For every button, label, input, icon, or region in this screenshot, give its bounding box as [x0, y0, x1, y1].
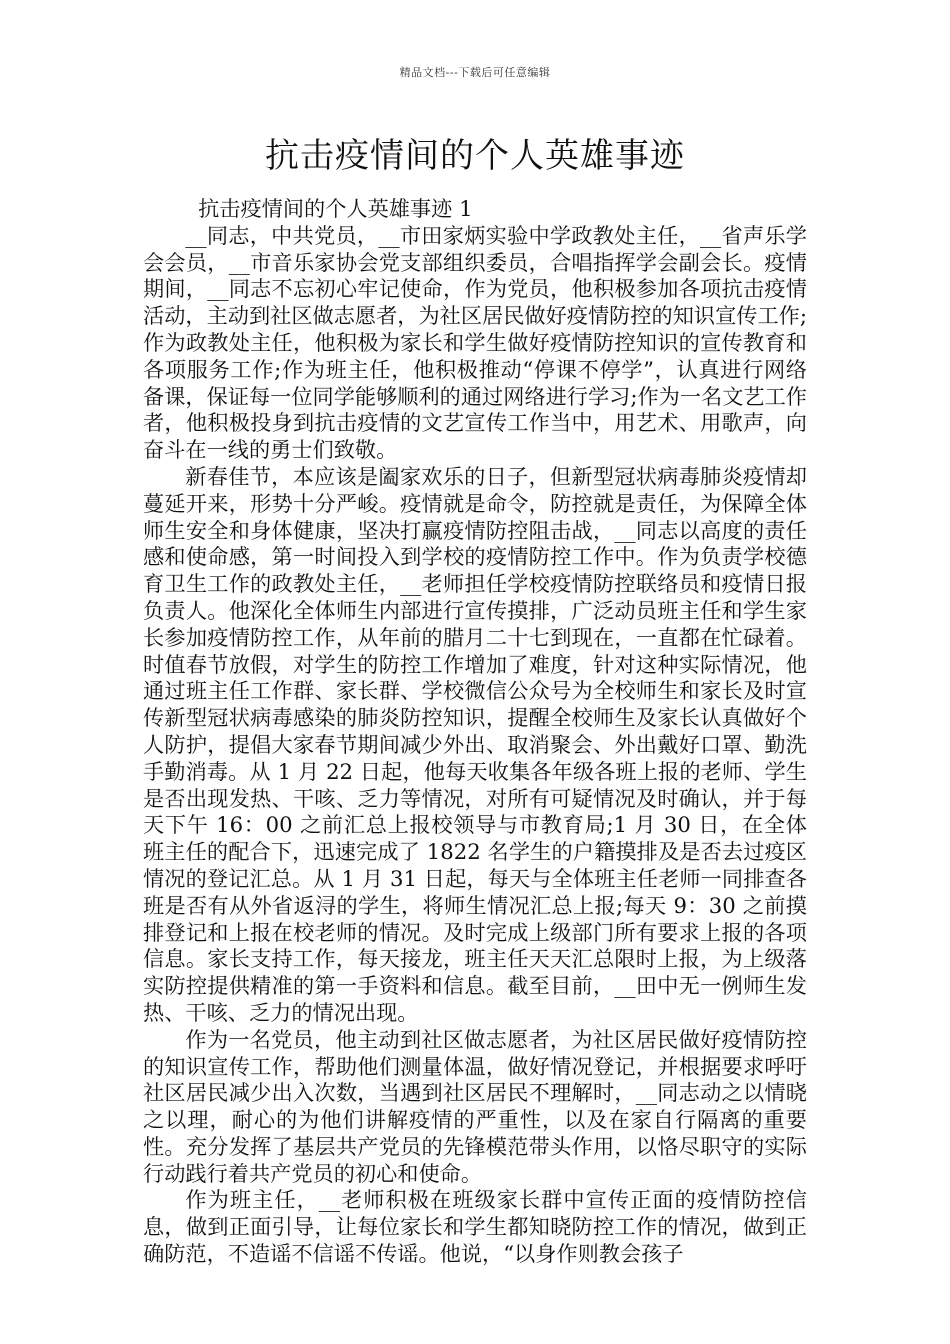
paragraph: __同志，中共党员，__市田家炳实验中学政教处主任，__省声乐学会会员，__市音乐家协会党支部组织委员，合唱指挥学会副会长。疫情期间，__同志不忘初心牢记使命，作为党员，他积极参加各项抗击疫情活动，主动到社区做志愿者，为社区居民做好疫情防控的知识宣传工作;作为政教处主任，他积极为家长和学生做好疫情防控知识的宣传教育和各项服务工作;作为班主任，他积极推动“停课不停学”，认真进行网络备课，保证每一位同学能够顺利的通过网络进行学习;作为一名文艺工作者，他积极投身到抗击疫情的文艺宣传工作当中，用艺术、用歌声，向奋斗在一线的勇士们致敬。	[143, 222, 807, 463]
document-body	[143, 196, 807, 1268]
header-note: 精品文档---下载后可任意编辑	[399, 66, 551, 79]
paragraph: 作为一名党员，他主动到社区做志愿者，为社区居民做好疫情防控的知识宣传工作，帮助他们测量体温，做好情况登记，并根据要求呼吁社区居民减少出入次数，当遇到社区居民不理解时，__同志动之以情晓之以理，耐心的为他们讲解疫情的严重性，以及在家自行隔离的重要性。充分发挥了基层共产党员的先锋模范带头作用，以恪尽职守的实际行动践行着共产党员的初心和使命。	[143, 1026, 807, 1186]
paragraph: 新春佳节，本应该是阖家欢乐的日子，但新型冠状病毒肺炎疫情却蔓延开来，形势十分严峻。疫情就是命令，防控就是责任，为保障全体师生安全和身体健康，坚决打赢疫情防控阻击战，__同志以高度的责任感和使命感，第一时间投入到学校的疫情防控工作中。作为负责学校德育卫生工作的政教处主任，__老师担任学校疫情防控联络员和疫情日报负责人。他深化全体师生内部进行宣传摸排，广泛动员班主任和学生家长参加疫情防控工作，从年前的腊月二十七到现在，一直都在忙碌着。时值春节放假，对学生的防控工作增加了难度，针对这种实际情况，他通过班主任工作群、家长群、学校微信公众号为全校师生和家长及时宣传新型冠状病毒感染的肺炎防控知识，提醒全校师生及家长认真做好个人防护，提倡大家春节期间减少外出、取消聚会、外出戴好口罩、勤洗手勤消毒。从 1 月 22 日起，他每天收集各年级各班上报的老师、学生是否出现发热、干咳、乏力等情况，对所有可疑情况及时确认，并于每天下午 16：00 之前汇总上报校领导与市教育局;1 月 30 日，在全体班主任的配合下，迅速完成了 1822 名学生的户籍摸排及是否去过疫区情况的登记汇总。从 1 月 31 日起，每天与全体班主任老师一同排查各班是否有从外省返浔的学生，将师生情况汇总上报;每天 9：30 之前摸排登记和上报在校老师的情况。及时完成上级部门所有要求上报的各项信息。家长支持工作，每天接龙，班主任天天汇总限时上报，为上级落实防控提供精准的第一手资料和信息。截至目前，__田中无一例师生发热、干咳、乏力的情况出现。	[143, 463, 807, 1025]
paragraph: 作为班主任，__老师积极在班级家长群中宣传正面的疫情防控信息，做到正面引导，让每位家长和学生都知晓防控工作的情况，做到正确防范，不造谣不信谣不传谣。他说，“以身作则教会孩子	[143, 1187, 807, 1267]
document-title: 抗击疫情间的个人英雄事迹	[265, 136, 685, 176]
document-subtitle: 抗击疫情间的个人英雄事迹 1	[198, 196, 473, 221]
